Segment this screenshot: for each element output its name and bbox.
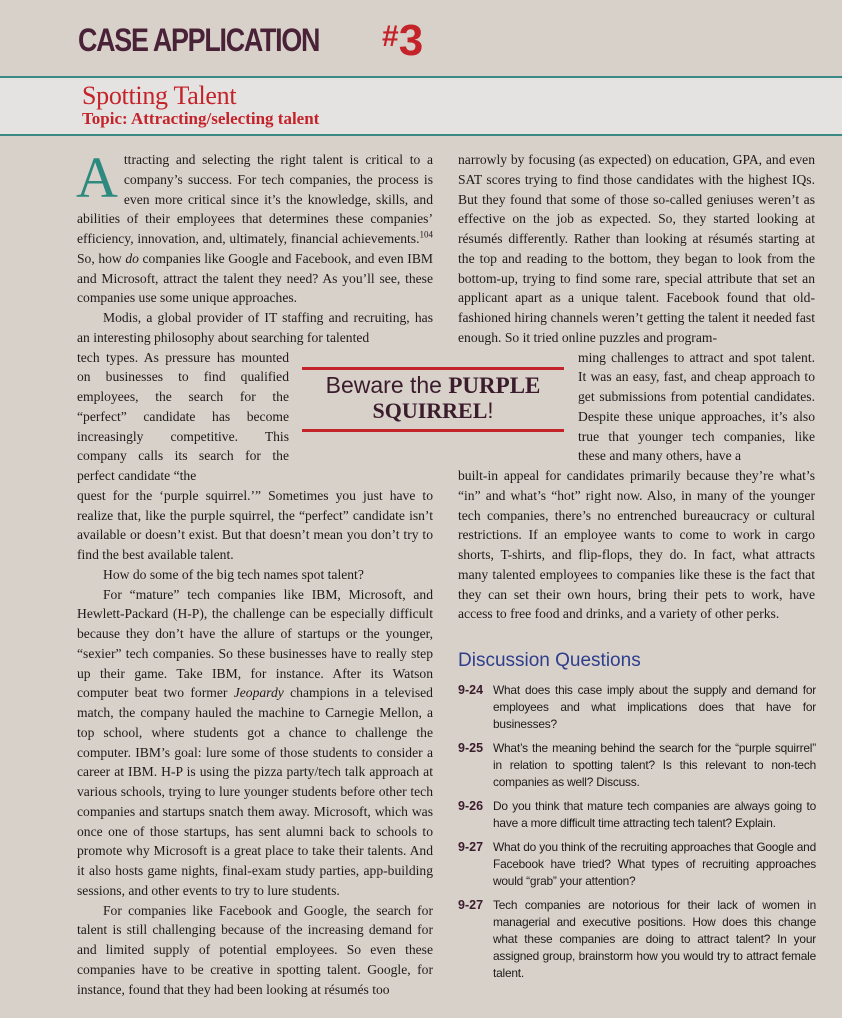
discussion-heading: Discussion Questions [458,650,641,671]
pull-quote: Beware the PURPLE SQUIRREL! [302,367,564,433]
topic-band [0,76,842,136]
text-column-right [458,150,815,624]
paragraph-google-wrap: ming challenges to attract and spot talent. It was an easy, fast, and cheap approach to get submissions from potential candidates. Despite these unique approaches, it’s also true that younger tech companies, like these and many others, have a [578,349,815,464]
paragraph-google-cont: narrowly by focusing (as expected) on education, GPA, and even SAT scores trying to find those candidates with the highest IQs. But they found that some of those so-called geniuses weren’t as effective on the job as expected. So, they started looking at résumés differently. Rather than looking at résumés starting at the top and reading to the bottom, they began to look from the bottom-up, trying to find some rare, special attribute that set an applicant apart as a unique talent. Facebook found that old-fashioned hiring channels weren’t getting the talent it needed fast enough. So it tried online puzzles and program- [458,152,815,345]
question-item: 9-26 Do you think that mature tech companies are always going to have a more difficult time attracting tech talent? Explain. [458,799,816,830]
paragraph-intro: Attracting and selecting the right talent is critical to a company’s success. For tech companies, the process is even more critical since it’s the knowledge, skills, and abilities of their employees that determines these companies’ efficiency, innovation, and, ultimately, financial achievements.$^{104}$ So, how do companies like Google and Facebook, and even IBM and Microsoft, attract the talent they need? As you’ll see, these companies use some unique approaches. [76,145,433,306]
paragraph-question: How do some of the big tech names spot talent? [103,566,364,582]
question-item: 9-24 What does this case imply about the supply and demand for employees and what implications does that have for businesses? [458,683,816,731]
paragraph-facebook-google: For companies like Facebook and Google, the search for talent is still challenging because of the increasing demand for and limited supply of potential employees. So even these companies have to be creative in spotting talent. Google, for instance, found that they had been looking at résumés too [77,902,433,997]
header-label: CASE APPLICATION [78,22,320,58]
paragraph-perks: built-in appeal for candidates primarily because they’re what’s “in” and what’s “hot” right now. Also, in many of the younger tech companies, there’s no entrenched bureaucracy or cultural restrictions. If an employee wants to come to work in cargo shorts, T-shirts, and flip-flops, they do. In fact, what attracts many talented employees to companies like these is the fact that they can set their own hours, bring their pets to work, have access to free food and drinks, and a variety of other perks. [458,468,815,622]
question-item: 9-27 What do you think of the recruiting approaches that Google and Facebook have tried? What types of recruiting approaches would “grab” your attention? [458,840,816,888]
case-title: Spotting Talent [82,81,237,110]
paragraph-modis-wrap: tech types. As pressure has mounted on businesses to find qualified employees, the search for the “perfect” candidate has become increasingly competitive. This company calls its search for the perfect candidate “the [77,349,289,483]
case-topic: Topic: Attracting/selecting talent [82,109,320,128]
drop-cap: A [76,145,118,210]
paragraph-modis-cont: quest for the ‘purple squirrel.’” Sometimes you just have to realize that, like the purple squirrel, the “perfect” candidate isn’t available or doesn’t exist. But that doesn’t mean you don’t try to find the best available talent. [77,487,433,562]
case-application-header [78,16,424,68]
paragraph-modis: Modis, a global provider of IT staffing and recruiting, has an interesting philosophy about searching for talented [77,310,433,345]
discussion-questions [458,650,816,989]
paragraph-mature: For “mature” tech companies like IBM, Microsoft, and Hewlett-Packard (H-P), the challenge can be especially difficult because they don’t have the allure of startups or the younger, “sexier” tech companies. So these businesses have to really step up their game. Take IBM, for instance. After its Watson computer beat two former Jeopardy champions in a televised match, the company hauled the machine to Carnegie Mellon, a top school, where students got a chance to challenge the computer. IBM’s goal: lure some of those students to consider a career at IBM. H-P is using the pizza party/tech talk approach at various schools, trying to lure younger students before other tech companies and startups snatch them away. Microsoft, which was once one of those startups, has sent alumni back to schools to promote why Microsoft is a great place to take their talents. And it also hosts game nights, final-exam study parties, app-building sessions, and other events to try to lure students. [77,586,433,898]
question-item: 9-25 What’s the meaning behind the search for the “purple squirrel” in relation to spotting talent? Is this relevant to non-tech companies as well? Discuss. [458,741,816,789]
question-item: 9-27 Tech companies are notorious for their lack of women in managerial and executive positions. How does this change what these companies are doing to attract talent? In your assigned group, brainstorm how you would try to attract female talent. [458,898,816,980]
case-number: #3 [382,16,424,65]
text-column-left [76,145,433,999]
